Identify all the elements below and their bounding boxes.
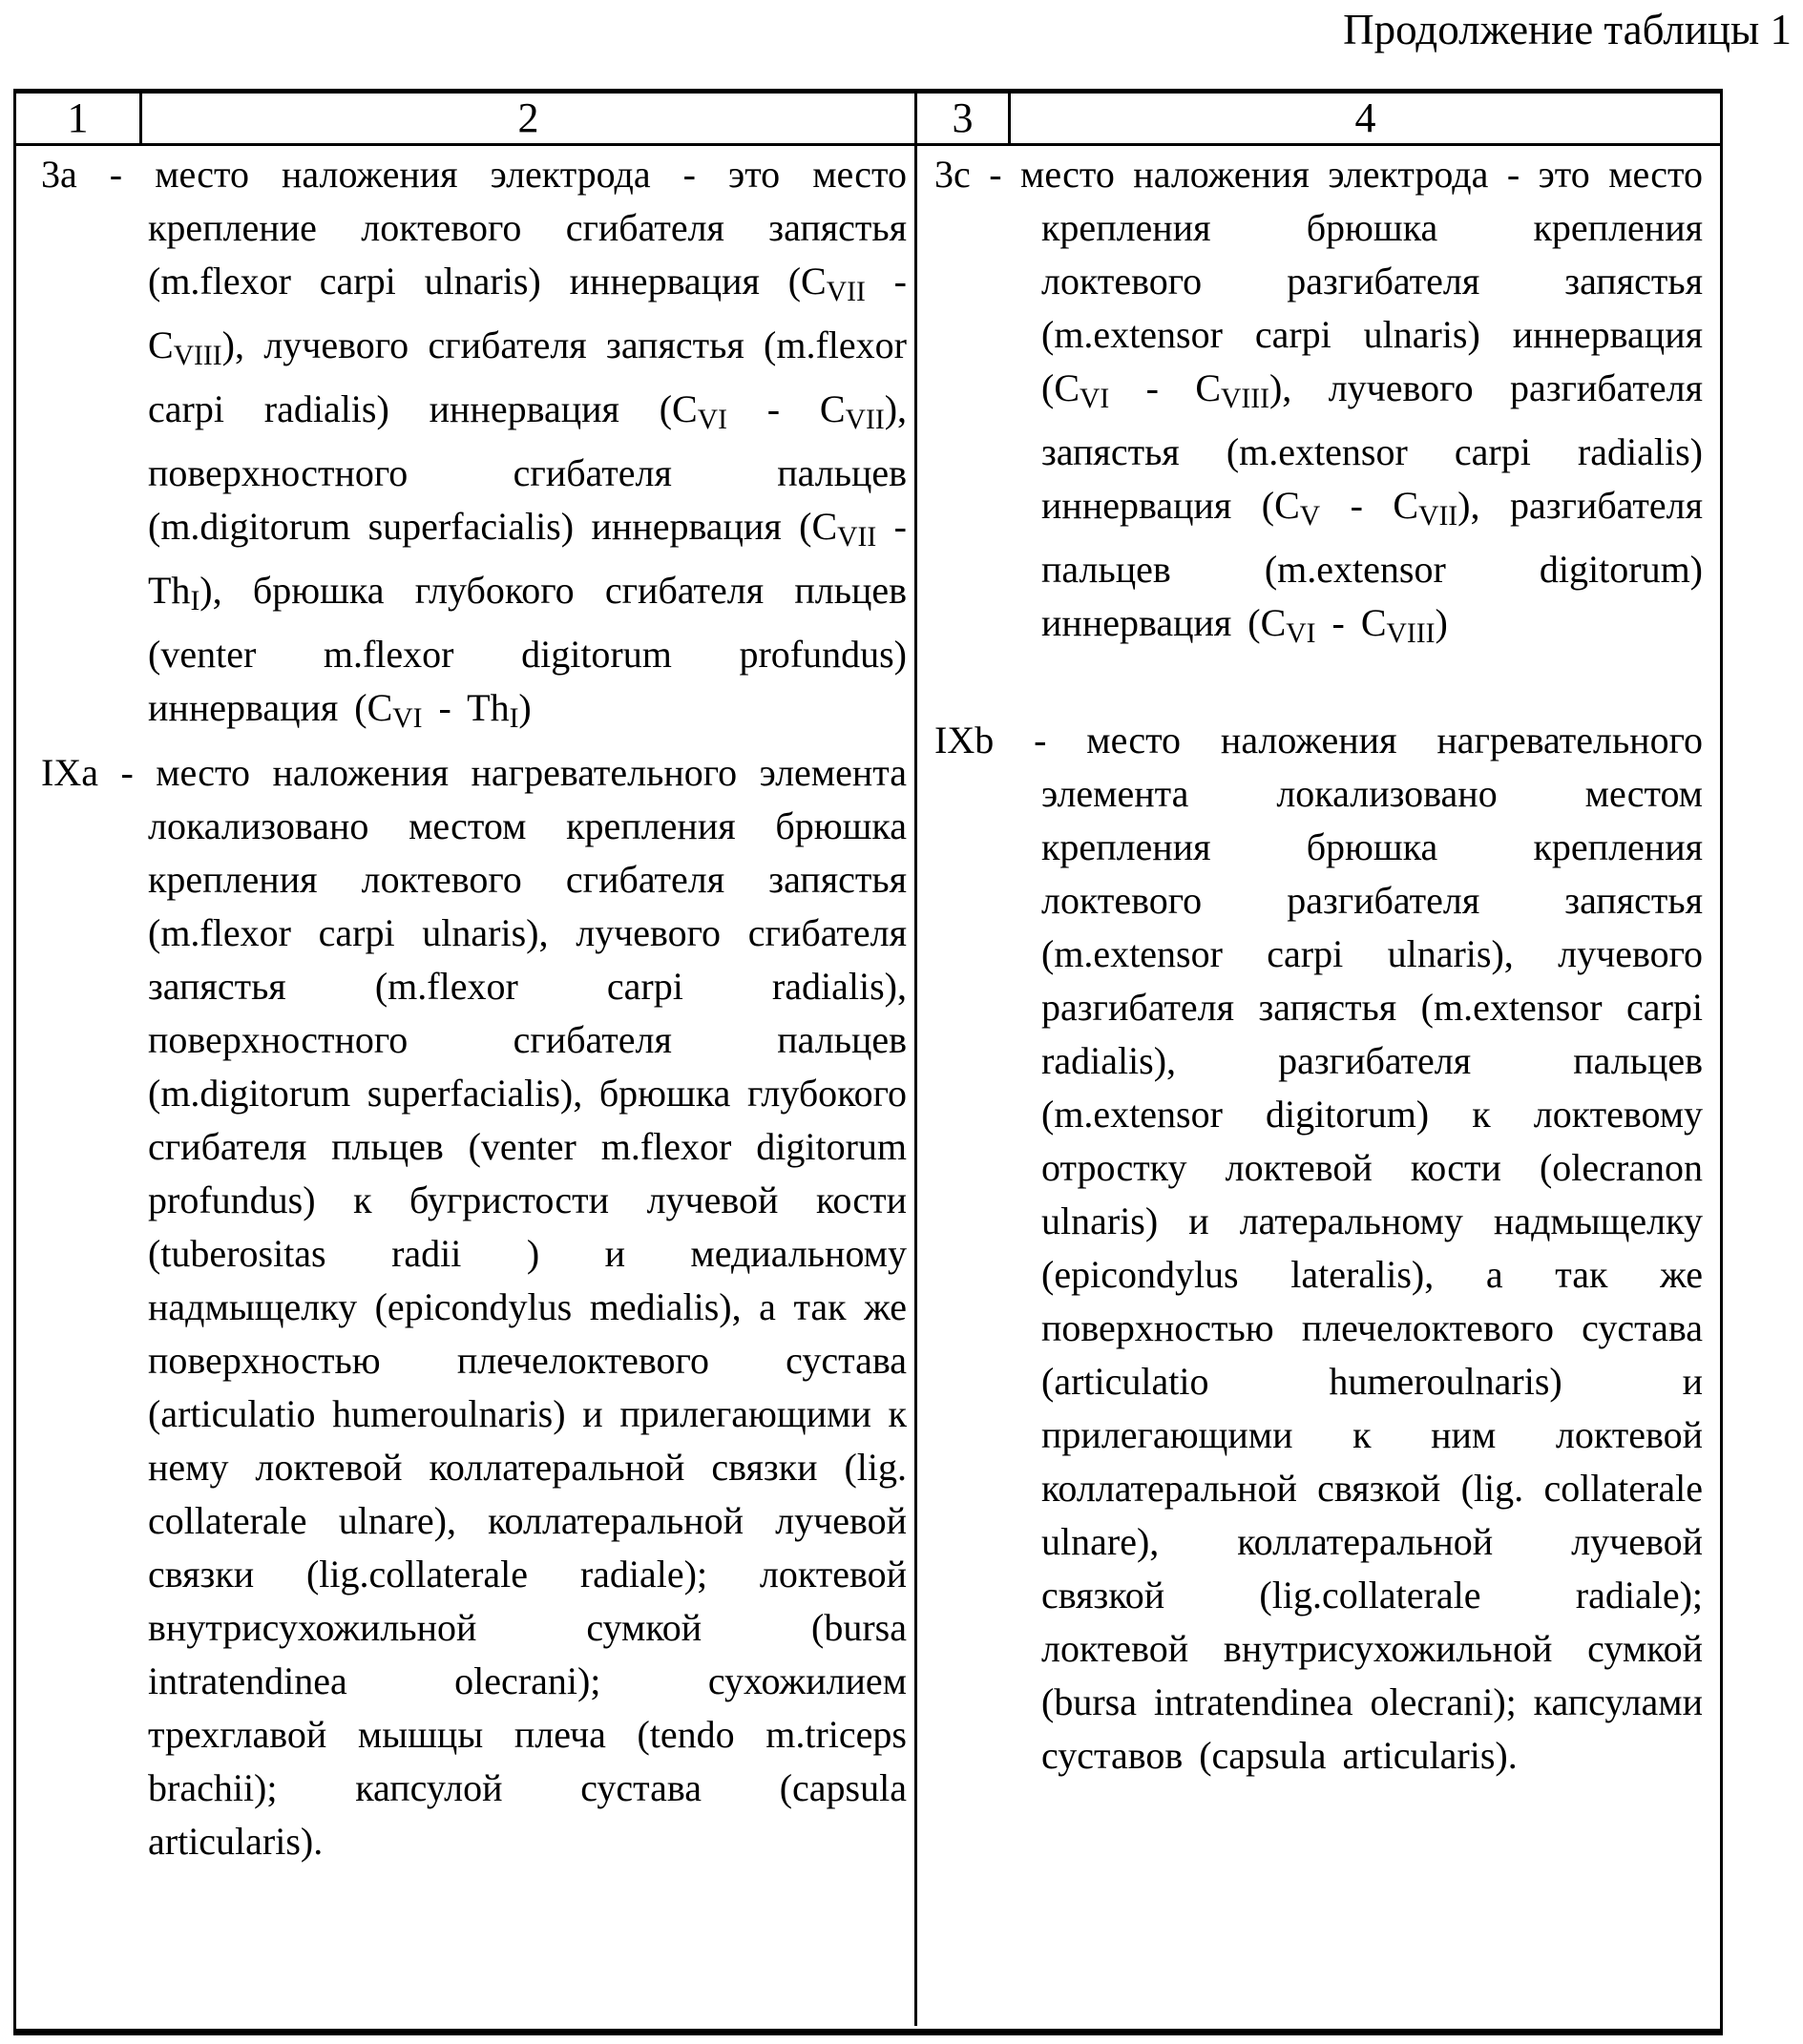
paragraph-IXb: IXb - место наложения нагревательного элемента локализовано местом крепления брюшка крепления локтевого разгибателя запястья (m.extensor carpi ulnaris), лучевого разгибателя запястья (m.extensor carpi radialis), разгибателя пальцев (m.extensor digitorum) к локтевому отростку локтевой кости (olecranon ulnaris) и латеральному надмыщелку (epicondylus lateralis), а так же поверхностью плечелоктевого сустава (articulatio humeroulnaris) и прилегающими к ним локтевой коллатеральной связкой (lig. collaterale ulnare), коллатеральной лучевой связкой (lig.collaterale radiale); локтевой внутрисухожильной сумкой (bursa intratendinea olecrani); капсулами суставов (capsula articularis). (934, 719, 1703, 1778)
header-cell-2: 2 (142, 94, 917, 143)
header-cell-4: 4 (1354, 94, 1376, 141)
page-title: Продолжение таблицы 1 (1343, 6, 1792, 53)
paragraph-3c: 3c - место наложения электрода - это место крепления брюшка крепления локтевого разгибателя запястья (m.extensor carpi ulnaris) иннервация (CVI - CVIII), лучевого разгибателя запястья (m.extensor carpi radialis) иннервация (CV - CVII), разгибателя пальцев (m.extensor digitorum) иннервация (CVI - CVIII) (934, 153, 1703, 650)
paragraph-3a: 3a - место наложения электрода - это место крепление локтевого сгибателя запястья (m.flexor carpi ulnaris) иннервация (CVII - CVIII), лучевого сгибателя запястья (m.flexor carpi radialis) иннервация (CVI - CVII), поверхностного сгибателя пальцев (m.digitorum superfacialis) иннервация (CVII - ThI), брюшка глубокого сгибателя пльцев (venter m.flexor digitorum profundus) иннервация (CVI - ThI) (41, 153, 908, 735)
header-cell-1: 1 (16, 94, 142, 143)
body-cell-columns-1-2 (16, 146, 917, 2026)
table (13, 89, 1723, 2035)
table-body-row (16, 146, 1720, 2026)
table-header-row (16, 94, 1720, 146)
paragraph-IXa: IXa - место наложения нагревательного элемента локализовано местом крепления брюшка крепления локтевого сгибателя запястья (m.flexor carpi ulnaris), лучевого сгибателя запястья (m.flexor carpi radialis), поверхностного сгибателя пальцев (m.digitorum superfacialis), брюшка глубокого сгибателя пльцев (venter m.flexor digitorum profundus) к бугристости лучевой кости (tuberositas radii ) и медиальному надмыщелку (epicondylus medialis), а так же поверхностью плечелоктевого сустава (articulatio humeroulnaris) и прилегающими к нему локтевой коллатеральной связки (lig. collaterale ulnare), коллатеральной лучевой связки (lig.collaterale radiale); локтевой внутрисухожильной сумкой (bursa intratendinea olecrani); сухожилием трехглавой мышцы плеча (tendo m.triceps brachii); капсулой сустава (capsula articularis). (41, 750, 907, 1863)
header-cell-3: 3 (917, 94, 1011, 143)
body-cell-columns-3-4 (917, 146, 1720, 2026)
